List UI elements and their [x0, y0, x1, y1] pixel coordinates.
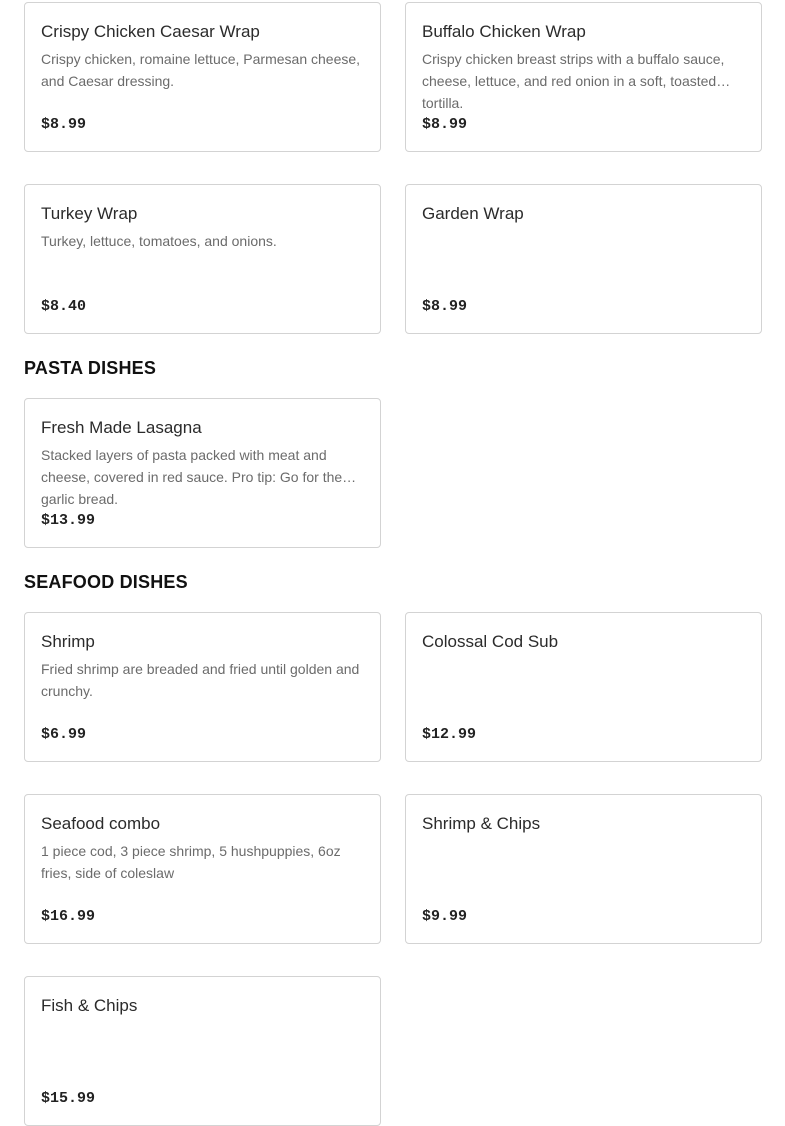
menu-item-description	[422, 658, 745, 702]
menu-item-price: $8.99	[41, 116, 87, 133]
menu-item-price: $6.99	[41, 726, 87, 743]
menu-item-name: Seafood combo	[41, 814, 161, 833]
menu-item-card[interactable]	[24, 794, 381, 944]
menu-item-card[interactable]	[24, 398, 381, 548]
menu-item-description	[41, 1022, 364, 1066]
menu-item-price: $15.99	[41, 1090, 96, 1107]
menu-item-price: $9.99	[422, 908, 468, 925]
menu-item-description: 1 piece cod, 3 piece shrimp, 5 hushpuppies, 6oz fries, side of coleslaw	[41, 843, 341, 881]
menu-item-card[interactable]	[24, 2, 381, 152]
menu-item-card[interactable]	[405, 794, 762, 944]
menu-item-description	[422, 230, 745, 274]
menu-item-card[interactable]	[405, 2, 762, 152]
menu-item-description: Stacked layers of pasta packed with meat and cheese, covered in red sauce. Pro tip: Go for the garlic bread.	[41, 447, 343, 507]
menu-item-description	[422, 840, 745, 884]
menu-item-description: Crispy chicken breast strips with a buffalo sauce, cheese, lettuce, and red onion in a soft, toasted tortilla.	[422, 51, 725, 111]
menu-item-description: Crispy chicken, romaine lettuce, Parmesan cheese, and Caesar dressing.	[41, 51, 361, 89]
menu-item-description: Fried shrimp are breaded and fried until golden and crunchy.	[41, 661, 360, 699]
menu-item-name: Turkey Wrap	[41, 204, 138, 223]
menu-item-name: Shrimp & Chips	[422, 814, 541, 833]
section-heading-seafood: SEAFOOD DISHES	[24, 572, 188, 592]
menu-item-name: Fish & Chips	[41, 996, 138, 1015]
menu-item-price: $8.99	[422, 298, 468, 315]
menu-item-card[interactable]	[24, 976, 381, 1126]
menu-item-card[interactable]	[405, 184, 762, 334]
section-heading-pasta: PASTA DISHES	[24, 358, 157, 378]
menu-item-price: $16.99	[41, 908, 96, 925]
menu-item-price: $8.99	[422, 116, 468, 133]
menu-item-name: Colossal Cod Sub	[422, 632, 559, 651]
menu-item-description: Turkey, lettuce, tomatoes, and onions.	[41, 233, 277, 249]
menu-item-price: $12.99	[422, 726, 477, 743]
menu-item-name: Garden Wrap	[422, 204, 524, 223]
menu-item-price: $8.40	[41, 298, 87, 315]
menu-item-card[interactable]	[405, 612, 762, 762]
menu-item-card[interactable]	[24, 184, 381, 334]
menu-item-name: Crispy Chicken Caesar Wrap	[41, 22, 260, 41]
menu-item-name: Shrimp	[41, 632, 95, 651]
menu-item-price: $13.99	[41, 512, 96, 529]
menu-item-card[interactable]	[24, 612, 381, 762]
menu-item-name: Buffalo Chicken Wrap	[422, 22, 586, 41]
menu-item-name: Fresh Made Lasagna	[41, 418, 202, 437]
